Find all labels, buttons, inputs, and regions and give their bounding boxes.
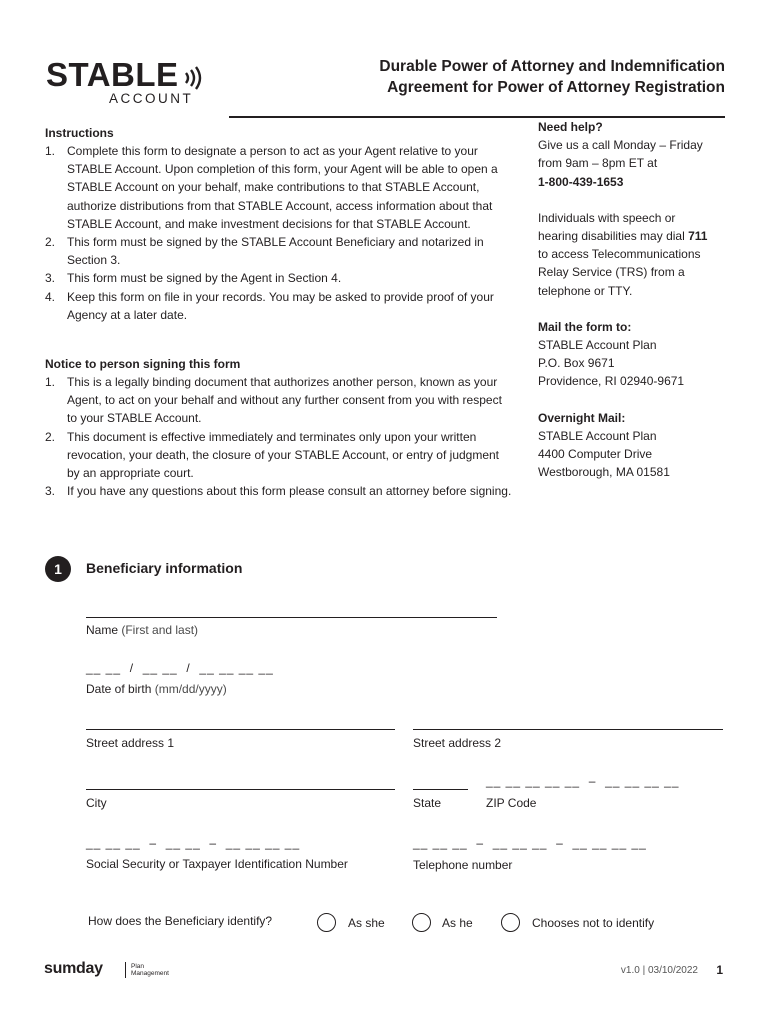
city-label: City <box>86 796 107 810</box>
zip-field[interactable]: __ __ __ __ __ – __ __ __ __ <box>486 774 680 788</box>
help-text: Give us a call Monday – Friday <box>538 138 703 153</box>
overnight-address-line: 4400 Computer Drive <box>538 447 653 462</box>
sumday-logo: sumday <box>44 960 103 977</box>
street-address-1-label: Street address 1 <box>86 736 175 750</box>
state-label: State <box>413 796 442 810</box>
radio-label-as-he: As he <box>442 916 473 930</box>
ssn-field[interactable]: __ __ __ – __ __ – __ __ __ __ <box>86 836 301 850</box>
mail-address-line: P.O. Box 9671 <box>538 356 615 371</box>
notice-heading: Notice to person signing this form <box>45 357 241 371</box>
radio-label-not-identify: Chooses not to identify <box>532 916 655 930</box>
help-sidebar <box>538 118 738 481</box>
tty-text: hearing disabilities may dial 711 <box>538 229 708 244</box>
city-field[interactable] <box>86 789 395 790</box>
document-title-line1: Durable Power of Attorney and Indemnification <box>379 58 725 75</box>
sound-waves-icon <box>183 66 203 90</box>
stable-logo: STABLE <box>46 56 179 93</box>
tty-text: Individuals with speech or <box>538 210 676 225</box>
street-address-1-field[interactable] <box>86 729 395 730</box>
tty-text: Relay Service (TRS) from a <box>538 265 685 280</box>
version-label: v1.0 | 03/10/2022 <box>620 965 698 976</box>
footer-divider <box>125 962 126 978</box>
mail-heading: Mail the form to: <box>538 319 632 334</box>
ssn-label: Social Security or Taxpayer Identification Number <box>86 857 348 871</box>
state-field[interactable] <box>413 789 468 790</box>
help-heading: Need help? <box>538 120 603 134</box>
zip-label: ZIP Code <box>486 796 537 810</box>
tty-number: 711 <box>688 229 708 244</box>
list-item: 3. This form must be signed by the Agent in Section 4. <box>45 271 342 286</box>
notice-section <box>45 357 515 500</box>
list-item: 1. Complete this form to designate a person to act as your Agent relative to your STABLE Account. Upon completion of this form, your Agent will be able to open a STABLE Account on your behalf, make contributions to that STABLE Account, authorize distributions from that STABLE Account, access information about that STABLE Account, and make investment decisions for that STABLE Account. <box>45 144 498 231</box>
document-title <box>245 56 725 98</box>
overnight-address-line: Westborough, MA 01581 <box>538 465 670 480</box>
radio-not-identify[interactable] <box>501 913 520 932</box>
instructions-list <box>45 142 515 324</box>
list-item: 2. This form must be signed by the STABLE Account Beneficiary and notarized in Section 3. <box>45 235 484 268</box>
street-address-2-field[interactable] <box>413 729 723 730</box>
dob-field[interactable]: __ __ / __ __ / __ __ __ __ <box>86 661 274 675</box>
instructions-section <box>45 126 515 324</box>
page-number: 1 <box>716 963 723 977</box>
radio-as-he[interactable] <box>412 913 431 932</box>
name-field[interactable] <box>86 617 497 618</box>
stable-logo-subtitle: ACCOUNT <box>109 91 194 106</box>
section-number-badge: 1 <box>45 556 71 582</box>
document-title-line2: Agreement for Power of Attorney Registration <box>387 79 725 96</box>
telephone-label: Telephone number <box>413 858 513 872</box>
list-item: 3. If you have any questions about this form please consult an attorney before signing. <box>45 484 512 499</box>
mail-address-line: STABLE Account Plan <box>538 338 657 353</box>
mail-address-line: Providence, RI 02940-9671 <box>538 374 685 389</box>
telephone-field[interactable]: __ __ __ – __ __ __ – __ __ __ __ <box>413 836 647 850</box>
section-title: Beneficiary information <box>86 560 243 576</box>
identify-question: How does the Beneficiary identify? <box>88 914 273 928</box>
help-phone: 1-800-439-1653 <box>538 174 624 189</box>
instructions-heading: Instructions <box>45 126 114 140</box>
name-label: Name (First and last) <box>86 623 199 637</box>
tty-text: to access Telecommunications <box>538 247 701 262</box>
notice-list <box>45 373 515 500</box>
sumday-logo-subtitle: Plan Management <box>131 963 169 977</box>
dob-label: Date of birth (mm/dd/yyyy) <box>86 682 227 696</box>
list-item: 2. This document is effective immediately and terminates only upon your written revocation, your death, the closure of your STABLE Account, or entry of judgment by an appropriate court. <box>45 429 500 481</box>
tty-text: telephone or TTY. <box>538 283 633 298</box>
overnight-address-line: STABLE Account Plan <box>538 428 657 443</box>
help-text: from 9am – 8pm ET at <box>538 156 658 171</box>
list-item: 4. Keep this form on file in your records. You may be asked to provide proof of your Agency at a later date. <box>45 289 494 322</box>
overnight-heading: Overnight Mail: <box>538 410 626 425</box>
radio-as-she[interactable] <box>317 913 336 932</box>
list-item: 1. This is a legally binding document that authorizes another person, known as your Agent, to act on your behalf and without any further consent from you with respect to your STABLE Account. <box>45 375 502 426</box>
radio-label-as-she: As she <box>348 916 385 930</box>
street-address-2-label: Street address 2 <box>413 736 502 750</box>
